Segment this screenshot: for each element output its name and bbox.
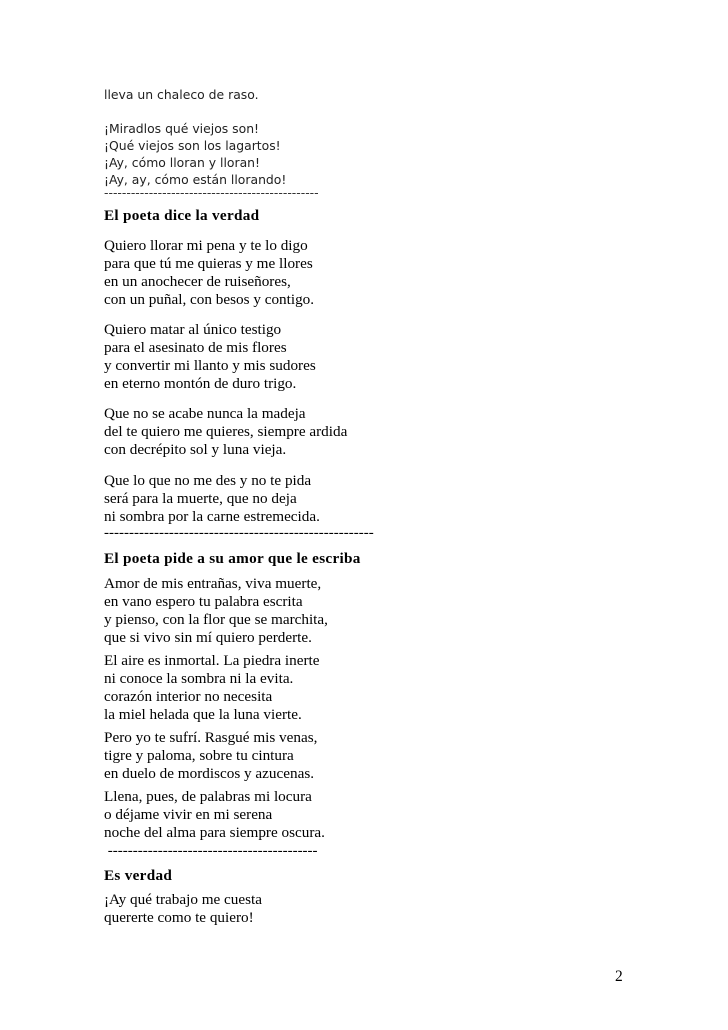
intro-line: lleva un chaleco de raso. xyxy=(104,87,259,102)
verse-line: quererte como te quiero! xyxy=(104,909,254,926)
verse-line: que si vivo sin mí quiero perderte. xyxy=(104,629,312,646)
verse-line: ni conoce la sombra ni la evita. xyxy=(104,670,294,687)
verse-line: Pero yo te sufrí. Rasgué mis venas, xyxy=(104,729,318,746)
verse-line: Amor de mis entrañas, viva muerte, xyxy=(104,575,322,592)
intro-verse: ¡Qué viejos son los lagartos! xyxy=(104,138,281,153)
verse-line: para el asesinato de mis flores xyxy=(104,339,287,356)
verse-line: del te quiero me quieres, siempre ardida xyxy=(104,423,348,440)
verse-line: en eterno montón de duro trigo. xyxy=(104,375,297,392)
verse-line: en un anochecer de ruiseñores, xyxy=(104,273,291,290)
verse-line: corazón interior no necesita xyxy=(104,688,273,705)
poem-title: El poeta pide a su amor que le escriba xyxy=(104,550,361,567)
verse-line: o déjame vivir en mi serena xyxy=(104,806,273,823)
intro-verse: ¡Ay, ay, cómo están llorando! xyxy=(104,172,287,187)
verse-line: Llena, pues, de palabras mi locura xyxy=(104,788,312,805)
verse-line: ¡Ay qué trabajo me cuesta xyxy=(104,891,263,908)
verse-line: El aire es inmortal. La piedra inerte xyxy=(104,652,320,669)
separator: ------------------------------------------ xyxy=(104,843,318,859)
verse-line: con decrépito sol y luna vieja. xyxy=(104,441,287,458)
verse-line: Que lo que no me des y no te pida xyxy=(104,472,312,489)
verse-line: para que tú me quieras y me llores xyxy=(104,255,313,272)
verse-line: con un puñal, con besos y contigo. xyxy=(104,291,315,308)
verse-line: en duelo de mordiscos y azucenas. xyxy=(104,765,315,782)
verse-line: la miel helada que la luna vierte. xyxy=(104,706,302,723)
intro-verse: ¡Miradlos qué viejos son! xyxy=(104,121,260,136)
page-number: 2 xyxy=(615,968,623,985)
verse-line: noche del alma para siempre oscura. xyxy=(104,824,325,841)
verse-line: Quiero llorar mi pena y te lo digo xyxy=(104,237,308,254)
poem-title: El poeta dice la verdad xyxy=(104,207,260,224)
intro-verse: ¡Ay, cómo lloran y lloran! xyxy=(104,155,260,170)
poem-title: Es verdad xyxy=(104,867,173,884)
verse-line: será para la muerte, que no deja xyxy=(104,490,297,507)
verse-line: ni sombra por la carne estremecida. xyxy=(104,508,320,525)
verse-line: y convertir mi llanto y mis sudores xyxy=(104,357,316,374)
verse-line: en vano espero tu palabra escrita xyxy=(104,593,303,610)
verse-line: y pienso, con la flor que se marchita, xyxy=(104,611,328,628)
verse-line: Quiero matar al único testigo xyxy=(104,321,282,338)
verse-line: Que no se acabe nunca la madeja xyxy=(104,405,306,422)
verse-line: tigre y paloma, sobre tu cintura xyxy=(104,747,294,764)
separator: ------------------------------------------------ xyxy=(104,185,319,200)
separator: ------------------------------------------------------ xyxy=(104,525,374,541)
